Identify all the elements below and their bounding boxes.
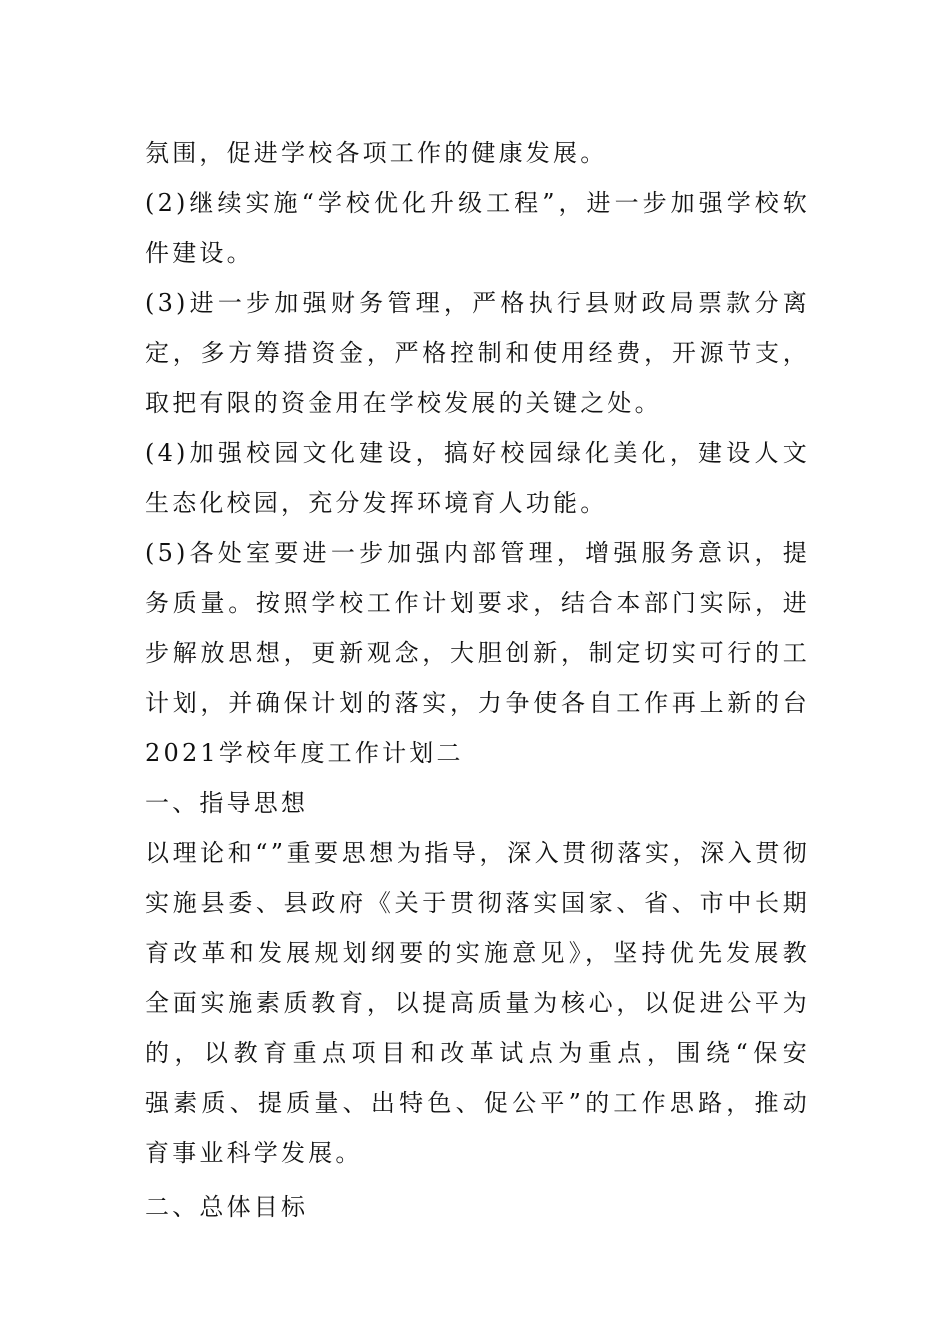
text-line: 以理论和“”重要思想为指导，深入贯彻落实，深入贯彻 — [145, 839, 810, 867]
text-line: (4)加强校园文化建设，搞好校园绿化美化，建设人文 — [145, 439, 810, 467]
section-heading: 二、总体目标 — [145, 1193, 309, 1221]
text-line: 生态化校园，充分发挥环境育人功能。 — [145, 489, 608, 517]
text-line: 务质量。按照学校工作计划要求，结合本部门实际，进 — [145, 589, 810, 617]
text-line: 实施县委、县政府《关于贯彻落实国家、省、市中长期 — [145, 889, 810, 917]
text-line: 件建设。 — [145, 239, 254, 267]
text-line: (3)进一步加强财务管理，严格执行县财政局票款分离 — [145, 289, 810, 317]
section-heading: 一、指导思想 — [145, 789, 309, 817]
text-line: 步解放思想，更新观念，大胆创新，制定切实可行的工 — [145, 639, 810, 667]
text-line: 强素质、提质量、出特色、促公平”的工作思路，推动 — [145, 1089, 810, 1117]
text-line: (5)各处室要进一步加强内部管理，增强服务意识，提 — [145, 539, 810, 567]
text-line: 取把有限的资金用在学校发展的关键之处。 — [145, 389, 662, 417]
text-line: 氛围，促进学校各项工作的健康发展。 — [145, 139, 608, 167]
text-line: 育改革和发展规划纲要的实施意见》，坚持优先发展教 — [145, 939, 810, 967]
text-line: 定，多方筹措资金，严格控制和使用经费，开源节支， — [145, 339, 810, 367]
text-line: 的，以教育重点项目和改革试点为重点，围绕“保安 — [145, 1039, 810, 1067]
section-title: 2021学校年度工作计划二 — [145, 739, 464, 767]
text-line: 全面实施素质教育，以提高质量为核心，以促进公平为 — [145, 989, 810, 1017]
text-line: 计划，并确保计划的落实，力争使各自工作再上新的台 — [145, 689, 810, 717]
text-line: 育事业科学发展。 — [145, 1139, 363, 1167]
text-line: (2)继续实施“学校优化升级工程”，进一步加强学校软 — [145, 189, 810, 217]
document-body — [145, 128, 810, 1232]
